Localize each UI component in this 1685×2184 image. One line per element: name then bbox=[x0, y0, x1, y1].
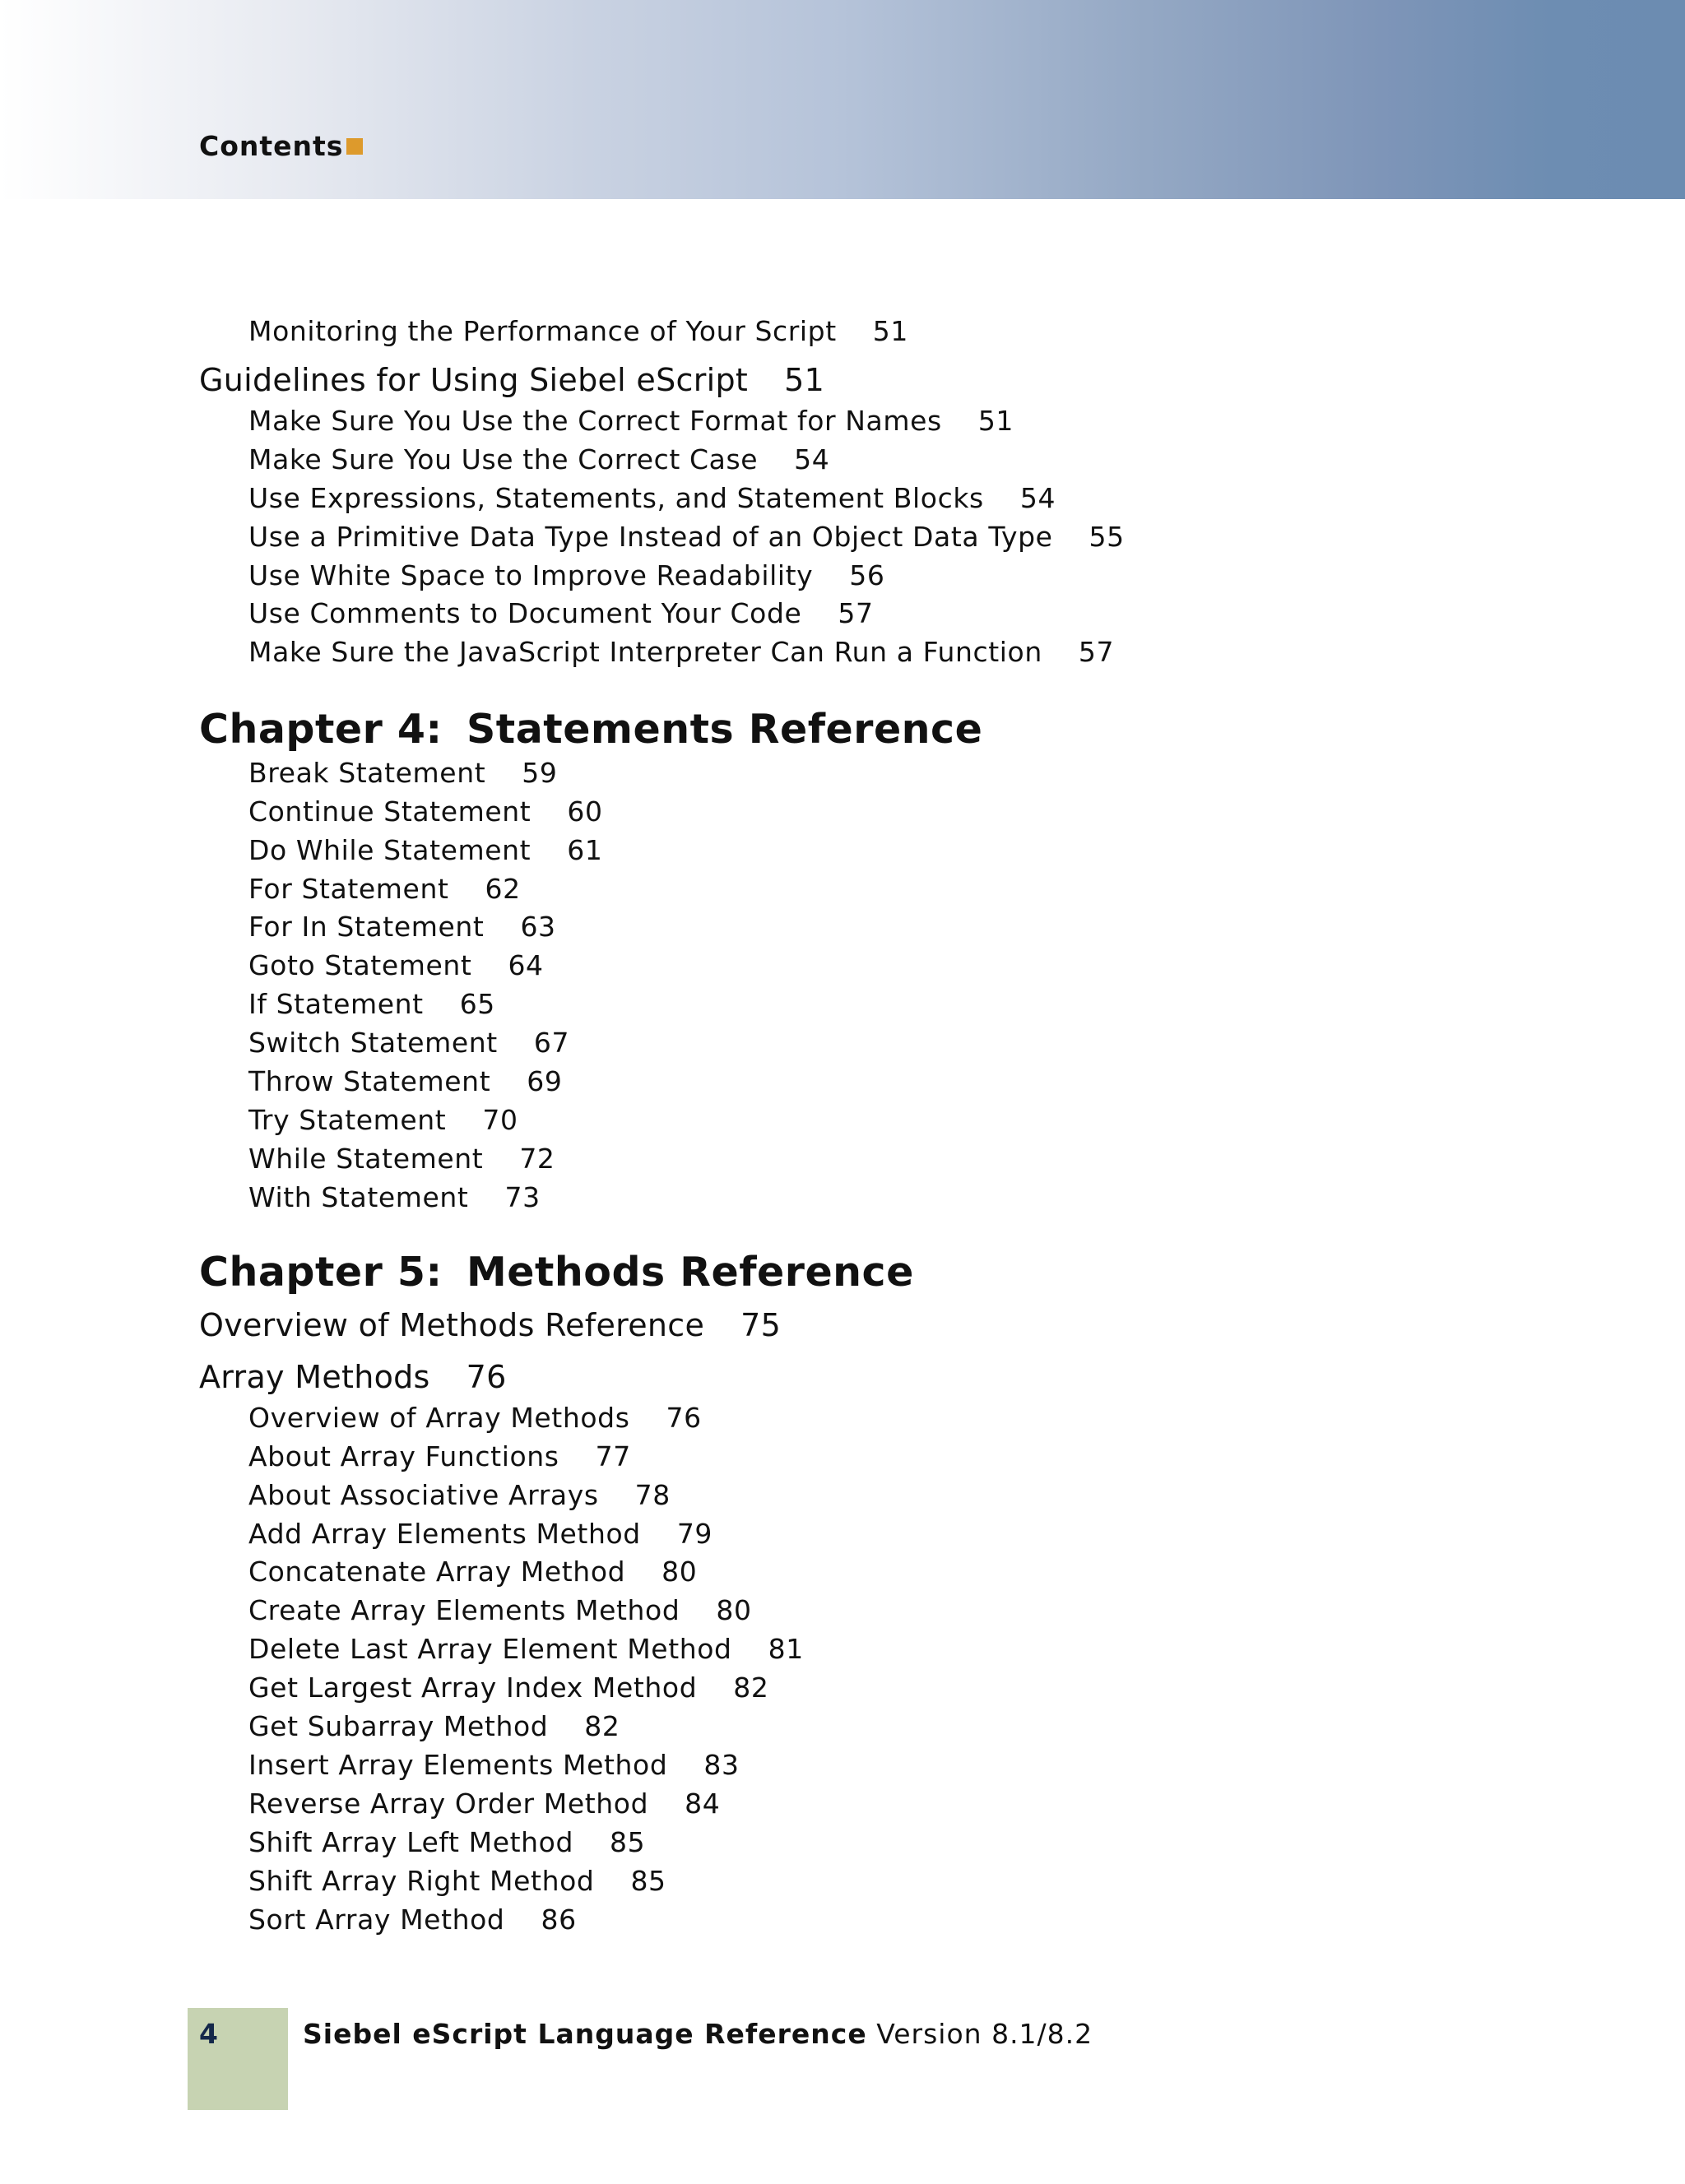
toc-entry-title: Use White Space to Improve Readability bbox=[248, 559, 814, 591]
toc-entry-page: 69 bbox=[527, 1065, 563, 1097]
toc-entry[interactable] bbox=[248, 1402, 702, 1434]
toc-entry-page: 78 bbox=[634, 1479, 671, 1511]
toc-entry[interactable] bbox=[248, 405, 1014, 437]
toc-entry[interactable] bbox=[248, 636, 1115, 668]
toc-entry[interactable] bbox=[248, 1065, 563, 1097]
toc-entry[interactable] bbox=[248, 873, 521, 905]
toc-entry-title: Goto Statement bbox=[248, 949, 472, 981]
chapter-number: Chapter 5: bbox=[199, 1249, 443, 1296]
toc-section[interactable] bbox=[199, 1361, 507, 1393]
toc-entry[interactable] bbox=[248, 1143, 555, 1175]
toc-entry[interactable] bbox=[248, 795, 603, 828]
toc-entry[interactable] bbox=[248, 1826, 646, 1858]
toc-entry-title: Break Statement bbox=[248, 757, 486, 789]
toc-entry[interactable] bbox=[248, 1788, 721, 1820]
toc-entry-title: Concatenate Array Method bbox=[248, 1556, 626, 1588]
toc-entry[interactable] bbox=[248, 443, 830, 475]
toc-entry[interactable] bbox=[248, 949, 544, 981]
toc-entry[interactable] bbox=[248, 1903, 577, 1936]
toc-entry-title: About Associative Arrays bbox=[248, 1479, 599, 1511]
toc-entry[interactable] bbox=[248, 597, 874, 629]
toc-entry[interactable] bbox=[248, 315, 908, 347]
toc-entry[interactable] bbox=[248, 1181, 541, 1213]
toc-entry-title: Make Sure the JavaScript Interpreter Can Run a Function bbox=[248, 636, 1042, 668]
toc-entry-page: 63 bbox=[520, 911, 556, 943]
toc-entry-page: 84 bbox=[685, 1788, 721, 1820]
toc-section-title: Guidelines for Using Siebel eScript bbox=[199, 362, 749, 398]
toc-entry-title: Overview of Array Methods bbox=[248, 1402, 630, 1434]
toc-entry-title: Shift Array Left Method bbox=[248, 1826, 574, 1858]
toc-entry-title: While Statement bbox=[248, 1143, 484, 1175]
toc-section[interactable] bbox=[199, 364, 824, 396]
toc-entry-title: Try Statement bbox=[248, 1104, 447, 1136]
footer-book-title: Siebel eScript Language Reference bbox=[303, 2018, 867, 2050]
toc-entry-title: Use a Primitive Data Type Instead of an Object Data Type bbox=[248, 521, 1053, 553]
toc-entry[interactable] bbox=[248, 911, 556, 943]
toc-entry-title: Shift Array Right Method bbox=[248, 1865, 595, 1897]
toc-entry-page: 60 bbox=[567, 795, 603, 828]
toc-entry[interactable] bbox=[248, 559, 885, 591]
toc-entry-page: 57 bbox=[1078, 636, 1115, 668]
toc-section-title: Overview of Methods Reference bbox=[199, 1307, 705, 1343]
toc-entry-page: 79 bbox=[676, 1518, 713, 1550]
toc-entry-page: 59 bbox=[522, 757, 558, 789]
toc-entry-page: 85 bbox=[610, 1826, 646, 1858]
toc-entry-title: With Statement bbox=[248, 1181, 469, 1213]
toc-section-title: Array Methods bbox=[199, 1359, 430, 1395]
toc-entry-page: 62 bbox=[485, 873, 521, 905]
toc-entry[interactable] bbox=[248, 834, 603, 866]
header-band bbox=[0, 0, 1685, 199]
toc-section-page: 75 bbox=[740, 1307, 782, 1343]
chapter-number: Chapter 4: bbox=[199, 706, 443, 753]
toc-entry-title: Add Array Elements Method bbox=[248, 1518, 641, 1550]
toc-entry-title: Do While Statement bbox=[248, 834, 531, 866]
toc-entry-title: Reverse Array Order Method bbox=[248, 1788, 649, 1820]
footer-book-info bbox=[303, 2018, 1093, 2051]
toc-entry-page: 73 bbox=[504, 1181, 541, 1213]
toc-entry[interactable] bbox=[248, 1865, 666, 1897]
toc-entry[interactable] bbox=[248, 521, 1125, 553]
toc-section[interactable] bbox=[199, 1307, 782, 1343]
chapter-heading[interactable] bbox=[199, 706, 983, 753]
chapter-title: Statements Reference bbox=[467, 706, 983, 753]
header-title: Contents bbox=[199, 130, 344, 162]
toc-entry-title: Get Subarray Method bbox=[248, 1710, 549, 1742]
toc-entry[interactable] bbox=[248, 1594, 752, 1626]
toc-entry-title: Delete Last Array Element Method bbox=[248, 1633, 732, 1665]
footer-version: Version 8.1/8.2 bbox=[876, 2018, 1093, 2050]
toc-entry-title: Monitoring the Performance of Your Script bbox=[248, 315, 837, 347]
toc-entry-page: 86 bbox=[541, 1903, 577, 1936]
toc-entry-page: 56 bbox=[849, 559, 885, 591]
toc-entry-page: 77 bbox=[595, 1440, 631, 1472]
toc-entry-title: Use Expressions, Statements, and Statement Blocks bbox=[248, 482, 984, 514]
toc-section-page: 51 bbox=[784, 362, 825, 398]
toc-entry-page: 65 bbox=[459, 988, 495, 1020]
chapter-heading[interactable] bbox=[199, 1249, 914, 1296]
toc-entry-page: 80 bbox=[661, 1556, 698, 1588]
footer-page-number: 4 bbox=[199, 2018, 218, 2050]
toc-entry-title: Use Comments to Document Your Code bbox=[248, 597, 802, 629]
toc-entry[interactable] bbox=[248, 1479, 671, 1511]
toc-entry-title: Make Sure You Use the Correct Format for Names bbox=[248, 405, 942, 437]
toc-entry-title: Throw Statement bbox=[248, 1065, 491, 1097]
toc-entry-title: For Statement bbox=[248, 873, 449, 905]
chapter-title: Methods Reference bbox=[467, 1249, 914, 1296]
toc-entry-page: 76 bbox=[666, 1402, 702, 1434]
toc-entry-page: 83 bbox=[703, 1749, 740, 1781]
toc-entry-page: 82 bbox=[733, 1672, 769, 1704]
toc-entry[interactable] bbox=[248, 1672, 769, 1704]
toc-entry-title: For In Statement bbox=[248, 911, 485, 943]
toc-entry-title: Insert Array Elements Method bbox=[248, 1749, 668, 1781]
toc-entry-title: Get Largest Array Index Method bbox=[248, 1672, 698, 1704]
toc-entry-title: Continue Statement bbox=[248, 795, 531, 828]
toc-entry[interactable] bbox=[248, 482, 1056, 514]
toc-entry[interactable] bbox=[248, 1633, 804, 1665]
toc-entry-page: 81 bbox=[768, 1633, 804, 1665]
toc-entry-page: 54 bbox=[1019, 482, 1056, 514]
toc-entry-page: 54 bbox=[794, 443, 830, 475]
toc-entry[interactable] bbox=[248, 1518, 713, 1550]
toc-entry-page: 55 bbox=[1089, 521, 1125, 553]
toc-entry-page: 51 bbox=[872, 315, 908, 347]
toc-entry[interactable] bbox=[248, 1556, 698, 1588]
toc-entry-title: Make Sure You Use the Correct Case bbox=[248, 443, 759, 475]
toc-entry[interactable] bbox=[248, 757, 558, 789]
toc-entry-page: 72 bbox=[519, 1143, 555, 1175]
toc-entry[interactable] bbox=[248, 1440, 631, 1472]
toc-entry-page: 80 bbox=[716, 1594, 752, 1626]
toc-entry-page: 61 bbox=[567, 834, 603, 866]
toc-entry[interactable] bbox=[248, 1749, 740, 1781]
toc-entry-title: Switch Statement bbox=[248, 1027, 498, 1059]
toc-entry-title: About Array Functions bbox=[248, 1440, 559, 1472]
toc-entry-title: If Statement bbox=[248, 988, 424, 1020]
header-marker bbox=[346, 138, 363, 155]
toc-entry-page: 70 bbox=[482, 1104, 518, 1136]
toc-entry[interactable] bbox=[248, 1710, 620, 1742]
toc-entry-page: 85 bbox=[630, 1865, 666, 1897]
toc-entry-page: 57 bbox=[838, 597, 874, 629]
toc-section-page: 76 bbox=[466, 1359, 507, 1395]
toc-entry-title: Create Array Elements Method bbox=[248, 1594, 680, 1626]
toc-entry-page: 82 bbox=[584, 1710, 620, 1742]
toc-entry-title: Sort Array Method bbox=[248, 1903, 505, 1936]
toc-entry[interactable] bbox=[248, 1027, 570, 1059]
toc-entry-page: 51 bbox=[977, 405, 1014, 437]
toc-entry[interactable] bbox=[248, 1106, 518, 1134]
toc-entry-page: 64 bbox=[508, 949, 544, 981]
toc-entry-page: 67 bbox=[533, 1027, 570, 1059]
toc-entry[interactable] bbox=[248, 990, 495, 1018]
